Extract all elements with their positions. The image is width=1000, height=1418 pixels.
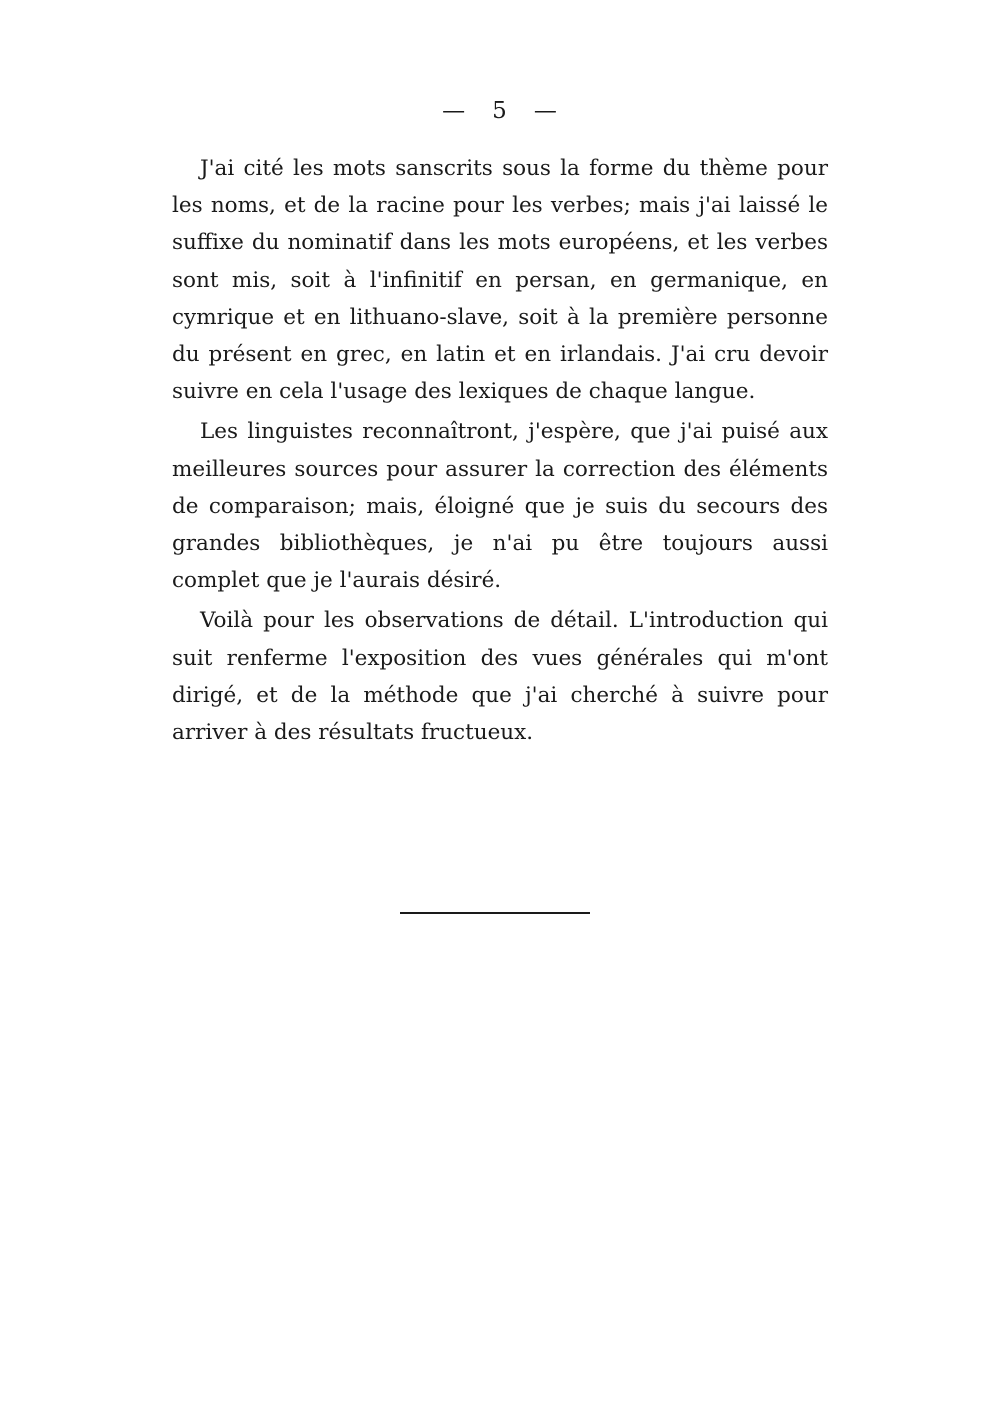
body-text (172, 150, 828, 751)
paragraph-sources: Les linguistes reconnaîtront, j'espère, que j'ai puisé aux meilleures sources pour assurer la correction des éléments de comparaison; mais, éloigné que je suis du secours des grandes bibliothèques, je n'ai pu être toujours aussi complet que je l'aurais désiré. (172, 419, 828, 594)
page-header (0, 98, 1000, 124)
header-left-dash: — (442, 98, 467, 124)
page-number: 5 (492, 98, 508, 124)
header-right-dash: — (533, 98, 558, 124)
paragraph-introduction-note: Voilà pour les observations de détail. L'introduction qui suit renferme l'exposition des vues générales qui m'ont dirigé, et de la méthode que j'ai cherché à suivre pour arriver à des résultats fructueux. (172, 608, 828, 746)
paragraph-citation-conventions: J'ai cité les mots sanscrits sous la forme du thème pour les noms, et de la racine pour les verbes; mais j'ai laissé le suffixe du nominatif dans les mots européens, et les verbes sont mis, soit à l'infinitif en persan, en germanique, en cymrique et en lithuano-slave, soit à la première personne du présent en grec, en latin et en irlandais. J'ai cru devoir suivre en cela l'usage des lexiques de chaque langue. (172, 156, 828, 405)
section-end-rule (400, 912, 590, 914)
